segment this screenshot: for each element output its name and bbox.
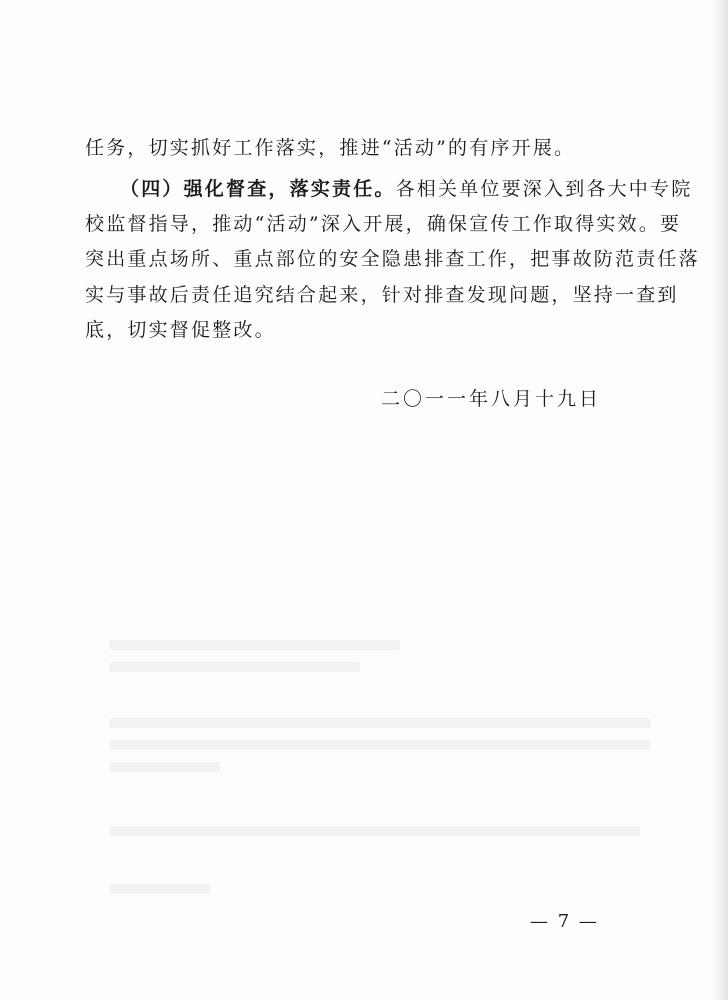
bleed-through-mark [110, 762, 220, 772]
body-text-line: 任务，切实抓好工作落实，推进“活动”的有序开展。 [85, 137, 576, 159]
body-text-line: 实与事故后责任追究结合起来，针对排查发现问题，坚持一查到 [85, 284, 679, 306]
bleed-through-mark [110, 826, 640, 836]
scan-edge-shadow [710, 0, 728, 1000]
document-date: 二〇一一年八月十九日 [381, 388, 602, 410]
page-number: — 7 — [530, 911, 599, 932]
body-text-line: 底，切实督促整改。 [85, 319, 276, 341]
body-text-line: 突出重点场所、重点部位的安全隐患排查工作，把事故防范责任落 [85, 248, 700, 270]
body-text-line: 校监督指导，推动“活动”深入开展，确保宣传工作取得实效。要 [85, 213, 682, 235]
bleed-through-mark [110, 640, 400, 650]
bleed-through-mark [110, 718, 650, 728]
bleed-through-mark [110, 884, 210, 894]
section-4-first-line [120, 177, 692, 201]
section-4-heading: （四）强化督查，落实责任。 [120, 178, 396, 200]
bleed-through-mark [110, 740, 650, 750]
bleed-through-mark [110, 662, 360, 672]
section-4-text: 各相关单位要深入到各大中专院 [395, 178, 693, 200]
